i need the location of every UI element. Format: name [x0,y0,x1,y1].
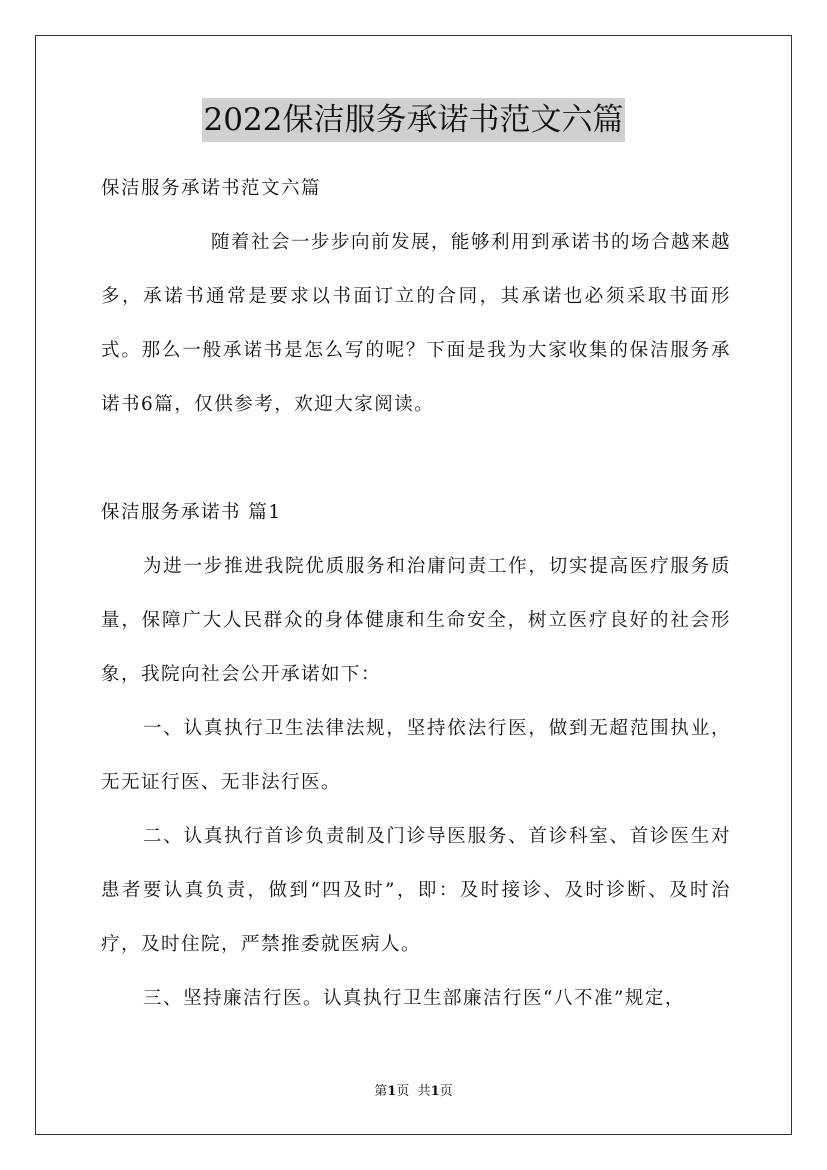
section-heading: 保洁服务承诺书 篇1 [101,502,282,523]
page-prefix: 第 [374,1084,388,1099]
subtitle: 保洁服务承诺书范文六篇 [101,178,322,199]
intro-paragraph: 随着社会一步步向前发展，能够利用到承诺书的场合越来越多，承诺书通常是要求以书面订立的合同，其承诺也必须采取书面形式。那么一般承诺书是怎么写的呢？下面是我为大家收集的保洁服务承诺书6篇，仅供参考，欢迎大家阅读。 [101,232,732,415]
page-footer [0,1082,827,1102]
document-title: 2022保洁服务承诺书范文六篇 [202,98,626,142]
body-paragraph: 为进一步推进我院优质服务和治庸问责工作，切实提高医疗服务质量，保障广大人民群众的身体健康和生命安全，树立医疗良好的社会形象，我院向社会公开承诺如下： [101,556,731,685]
total-suffix: 页 [439,1084,453,1099]
body-paragraph: 一、认真执行卫生法律法规，坚持依法行医，做到无超范围执业，无无证行医、无非法行医。 [101,718,731,793]
page-number: 1 [387,1084,397,1099]
total-prefix: 共 [417,1084,431,1099]
page-suffix: 页 [396,1084,410,1099]
total-pages: 1 [430,1084,440,1099]
body-paragraph: 二、认真执行首诊负责制及门诊导医服务、首诊科室、首诊医生对患者要认真负责，做到“四及时”，即：及时接诊、及时诊断、及时治疗，及时住院，严禁推委就医病人。 [101,826,731,955]
body-paragraph: 三、坚持廉洁行医。认真执行卫生部廉洁行医“八不准”规定， [143,988,685,1009]
title-container [0,98,827,142]
blank-line [101,432,731,486]
document-body [101,162,731,1026]
